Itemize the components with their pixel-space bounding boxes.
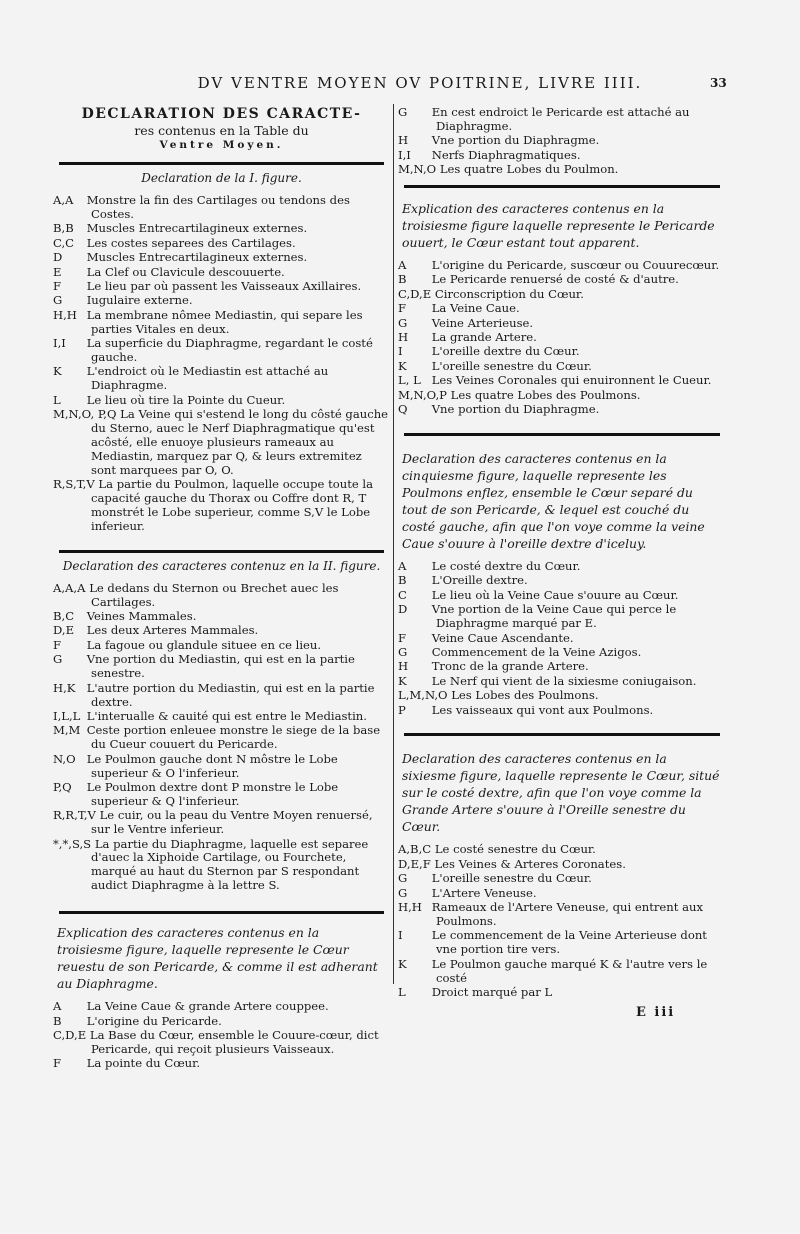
- entry-key: I,L,L: [53, 708, 81, 723]
- entry-key: H,K: [53, 680, 76, 695]
- section-heading: Declaration des caracteres contenuz en la II. figure.: [62, 558, 381, 573]
- entry-text: Le Poulmon gauche marqué K & l'autre vers le costé: [431, 956, 708, 985]
- entry-text: L'origine du Pericarde, suscœur ou Couurecœur.: [431, 258, 720, 273]
- entry-row: [398, 887, 726, 901]
- entry-list: [53, 1000, 390, 1071]
- entry-key: G: [398, 885, 408, 900]
- entry-row: [53, 1057, 390, 1071]
- entry-row: [398, 574, 726, 588]
- main-title: DECLARATION DES CARACTE-: [81, 106, 362, 122]
- entry-list: [398, 560, 726, 717]
- entry-key: A,A: [53, 193, 74, 207]
- section-rule: [404, 733, 720, 736]
- entry-row: [53, 294, 390, 308]
- entry-key: A,B,C: [398, 842, 432, 857]
- entry-list: [53, 194, 390, 534]
- entry-row: [53, 365, 390, 393]
- entry-key: I: [398, 928, 403, 943]
- entry-text: Le costé dextre du Cœur.: [431, 559, 581, 573]
- section-rule: [404, 185, 720, 188]
- entry-row: [398, 163, 726, 177]
- entry-row: [398, 689, 726, 703]
- entry-key: B: [398, 573, 407, 588]
- entry-key: E: [53, 264, 62, 279]
- entry-text: La Veine qui s'estend le long du côsté gauche du Sterno, auec le Nerf Diaphragmatique qu'est acôsté, elle enuoye plusieurs rameaux au Mediastin, marquez par Q, & leurs extremitez sont marquees par O, O.: [91, 407, 389, 477]
- entry-key: B: [398, 272, 407, 287]
- entry-text: Le Poulmon dextre dont P monstre le Lobe superieur & Q l'inferieur.: [86, 779, 339, 808]
- section-heading: Explication des caracteres contenus en la troisiesme figure laquelle represente le Pericarde ouuert, le Cœur estant tout apparent.: [402, 201, 715, 251]
- entry-row: [53, 408, 390, 478]
- entry-key: K: [398, 673, 407, 688]
- entry-row: [53, 639, 390, 653]
- main-subtitle: res contenus en la Table du: [134, 123, 309, 138]
- entry-key: B: [53, 1013, 62, 1028]
- entry-text: La pointe du Cœur.: [86, 1056, 201, 1071]
- entry-row: [398, 646, 726, 660]
- entry-text: Veine Caue Ascendante.: [431, 630, 574, 645]
- entry-key: R,R,T,V: [53, 808, 96, 823]
- entry-text: La fagoue ou glandule situee en ce lieu.: [86, 637, 322, 652]
- entry-row: [398, 603, 726, 631]
- entry-key: M,N,O,P: [398, 387, 447, 402]
- main-subtitle-2: Ventre Moyen.: [159, 139, 284, 151]
- entry-key: B,B: [53, 221, 74, 236]
- entry-text: Le lieu où tire la Pointe du Cueur.: [86, 392, 286, 407]
- entry-text: La Veine Caue & grande Artere couppee.: [86, 999, 329, 1014]
- entry-row: [53, 838, 390, 894]
- entry-text: L'oreille senestre du Cœur.: [431, 358, 592, 373]
- entry-key: M,M: [53, 723, 81, 738]
- entry-key: P: [398, 702, 406, 717]
- entry-text: Les Veines Coronales qui enuironnent le Cueur.: [431, 373, 712, 388]
- entry-row: [398, 560, 726, 574]
- entry-key: L: [53, 392, 61, 407]
- entry-row: [398, 331, 726, 345]
- entry-key: G: [398, 871, 408, 886]
- entry-row: [398, 106, 726, 134]
- entry-text: La Clef ou Clavicule descouuerte.: [86, 264, 285, 279]
- entry-row: [398, 317, 726, 331]
- entry-key: D,E: [53, 623, 75, 638]
- section-heading: Declaration des caracteres contenus en la sixiesme figure, laquelle represente le Cœur, situé sur le costé dextre, afin que l'on voye comme la Grande Artere s'ouure à l'Oreille senestre du Cœur.: [402, 751, 720, 835]
- entry-key: D: [398, 602, 408, 617]
- entry-text: Les vaisseaux qui vont aux Poulmons.: [431, 702, 654, 717]
- entry-key: L, L: [398, 373, 421, 388]
- entry-key: G: [53, 652, 63, 667]
- entry-text: Les quatre Lobes du Poulmon.: [439, 162, 619, 177]
- entry-row: [53, 337, 390, 365]
- entry-text: Muscles Entrecartilagineux externes.: [86, 221, 308, 236]
- entry-list: [398, 843, 726, 999]
- running-header: DV VENTRE MOYEN OV POITRINE, LIVRE IIII.: [197, 74, 643, 92]
- entry-key: I: [398, 344, 403, 359]
- entry-row: [398, 273, 726, 287]
- entry-row: [398, 374, 726, 388]
- section-rule: [59, 550, 384, 553]
- entry-row: [398, 589, 726, 603]
- entry-key: A,A,A: [53, 580, 86, 595]
- entry-text: Nerfs Diaphragmatiques.: [431, 147, 581, 162]
- entry-text: Vne portion du Mediastin, qui est en la partie senestre.: [86, 652, 355, 681]
- entry-key: H,H: [53, 307, 77, 322]
- entry-key: *,*,S,S: [53, 836, 92, 851]
- entry-text: L'autre portion du Mediastin, qui est en la partie dextre.: [86, 680, 375, 709]
- entry-key: A: [53, 999, 62, 1014]
- entry-key: N,O: [53, 751, 76, 766]
- entry-key: F: [53, 637, 62, 652]
- entry-row: [398, 360, 726, 374]
- section-heading: Declaration des caracteres contenus en la cinquiesme figure, laquelle represente les Poulmons enflez, ensemble le Cœur separé du tout de son Pericarde, & lequel est couché du costé gauche, afin que l'on voye comme la veine Caue s'ouure à l'oreille dextre d'iceluy.: [402, 451, 705, 551]
- entry-text: Vne portion de la Veine Caue qui perce le Diaphragme marqué par E.: [431, 602, 677, 631]
- entry-key: F: [398, 301, 407, 316]
- entry-list: [398, 106, 726, 177]
- entry-key: K: [398, 956, 407, 971]
- entry-key: M,N,O, P,Q: [53, 407, 117, 422]
- entry-text: La partie du Diaphragme, laquelle est separee d'auec la Xiphoide Cartilage, ou Fourchete, marqué au haut du Sternon par S respondant audict Diaphragme à la lettre S.: [91, 836, 369, 893]
- entry-row: [398, 872, 726, 886]
- entry-key: C,D,E: [398, 286, 432, 301]
- entry-key: C,D,E: [53, 1028, 87, 1042]
- entry-row: [53, 222, 390, 236]
- entry-row: [398, 843, 726, 857]
- column-divider: [393, 104, 394, 984]
- entry-text: Muscles Entrecartilagineux externes.: [86, 250, 308, 265]
- entry-text: Veines Mammales.: [86, 609, 197, 624]
- entry-row: [53, 682, 390, 710]
- entry-row: [53, 653, 390, 681]
- entry-key: K: [53, 364, 62, 379]
- entry-text: Veine Arterieuse.: [431, 315, 534, 330]
- entry-row: [398, 986, 726, 1000]
- entry-text: Rameaux de l'Artere Veneuse, qui entrent aux Poulmons.: [431, 900, 703, 928]
- entry-row: [53, 809, 390, 837]
- entry-text: L'origine du Pericarde.: [86, 1013, 222, 1028]
- entry-key: H: [398, 659, 409, 674]
- entry-key: I,I: [398, 147, 411, 162]
- entry-text: Circonscription du Cœur.: [434, 286, 584, 301]
- entry-text: L'Artere Veneuse.: [431, 885, 537, 900]
- entry-row: [53, 266, 390, 280]
- entry-text: Commencement de la Veine Azigos.: [431, 644, 642, 659]
- entry-key: D,E,F: [398, 856, 431, 871]
- entry-text: La partie du Poulmon, laquelle occupe toute la capacité gauche du Thorax ou Coffre dont R, T monstrét le Lobe superieur, comme S,V le Lobe inferieur.: [91, 477, 374, 533]
- entry-text: Monstre la fin des Cartilages ou tendons des Costes.: [86, 193, 350, 221]
- entry-row: [53, 724, 390, 752]
- entry-key: H: [398, 330, 409, 345]
- section-heading: Declaration de la I. figure.: [141, 171, 302, 185]
- entry-text: Tronc de la grande Artere.: [431, 659, 589, 674]
- entry-key: G: [398, 105, 408, 119]
- entry-row: [398, 958, 726, 986]
- entry-text: Le costé senestre du Cœur.: [434, 842, 596, 857]
- entry-text: Le Pericarde renuersé de costé & d'autre.: [431, 272, 679, 287]
- entry-text: Les Veines & Arteres Coronates.: [434, 856, 626, 871]
- entry-key: R,S,T,V: [53, 477, 95, 492]
- entry-key: P,Q: [53, 779, 72, 794]
- entry-list: [398, 259, 726, 417]
- entry-row: [53, 624, 390, 638]
- entry-text: Droict marqué par L: [431, 985, 553, 1000]
- entry-key: B,C: [53, 609, 75, 624]
- page-number: 33: [710, 76, 727, 90]
- left-column: [53, 106, 390, 1072]
- entry-row: [53, 280, 390, 294]
- entry-row: [53, 582, 390, 610]
- entry-text: L'endroict où le Mediastin est attaché au Diaphragme.: [86, 364, 329, 393]
- entry-text: Ceste portion enleuee monstre le siege de la base du Cueur couuert du Pericarde.: [86, 723, 381, 752]
- entry-text: Le dedans du Sternon ou Brechet auec les Cartilages.: [89, 580, 339, 609]
- entry-text: Les deux Arteres Mammales.: [86, 623, 259, 638]
- entry-row: [398, 901, 726, 929]
- entry-text: L'interualle & cauité qui est entre le Mediastin.: [86, 708, 367, 723]
- entry-key: F: [398, 630, 407, 645]
- entry-key: Q: [398, 402, 408, 417]
- entry-list: [53, 582, 390, 893]
- entry-text: Les Lobes des Poulmons.: [451, 688, 599, 703]
- entry-row: [398, 632, 726, 646]
- entry-text: Les quatre Lobes des Poulmons.: [450, 387, 641, 402]
- entry-row: [53, 1000, 390, 1014]
- entry-key: D: [53, 250, 63, 265]
- section-rule: [59, 162, 384, 165]
- entry-key: M,N,O: [398, 162, 437, 177]
- entry-key: F: [53, 278, 62, 293]
- entry-row: [398, 345, 726, 359]
- entry-text: Le commencement de la Veine Arterieuse dont vne portion tire vers.: [431, 928, 707, 957]
- entry-text: En cest endroict le Pericarde est attaché au Diaphragme.: [431, 105, 690, 133]
- entry-row: [53, 237, 390, 251]
- entry-row: [53, 753, 390, 781]
- entry-row: [53, 610, 390, 624]
- entry-row: [53, 781, 390, 809]
- entry-row: [53, 394, 390, 408]
- entry-row: [398, 929, 726, 957]
- entry-key: F: [53, 1056, 62, 1071]
- entry-key: G: [53, 293, 63, 308]
- entry-text: L'oreille dextre du Cœur.: [431, 344, 580, 359]
- entry-row: [53, 1029, 390, 1057]
- entry-row: [53, 478, 390, 534]
- entry-key: L,M,N,O: [398, 688, 448, 703]
- entry-text: Le Poulmon gauche dont N môstre le Lobe superieur & O l'inferieur.: [86, 751, 338, 780]
- entry-row: [398, 302, 726, 316]
- entry-row: [398, 704, 726, 718]
- entry-row: [53, 251, 390, 265]
- entry-row: [53, 194, 390, 222]
- section-rule: [59, 911, 384, 914]
- entry-key: A: [398, 258, 407, 273]
- entry-key: C,C: [53, 235, 75, 250]
- signature-mark: E iii: [636, 1005, 676, 1020]
- entry-text: L'oreille senestre du Cœur.: [431, 871, 592, 886]
- entry-row: [53, 309, 390, 337]
- entry-text: Vne portion du Diaphragme.: [431, 133, 600, 148]
- entry-row: [398, 134, 726, 148]
- entry-text: Iugulaire externe.: [86, 293, 193, 308]
- entry-key: G: [398, 644, 408, 659]
- entry-text: Le Nerf qui vient de la sixiesme coniugaison.: [431, 673, 697, 688]
- entry-row: [398, 403, 726, 417]
- entry-text: La superficie du Diaphragme, regardant le costé gauche.: [86, 336, 373, 364]
- entry-text: La Veine Caue.: [431, 301, 520, 316]
- entry-key: L: [398, 985, 406, 1000]
- entry-row: [398, 675, 726, 689]
- entry-key: G: [398, 315, 408, 330]
- entry-row: [398, 288, 726, 302]
- entry-text: Le cuir, ou la peau du Ventre Moyen renuersé, sur le Ventre inferieur.: [91, 808, 373, 837]
- entry-row: [53, 710, 390, 724]
- entry-row: [398, 149, 726, 163]
- entry-text: La Base du Cœur, ensemble le Couure-cœur, dict Pericarde, qui reçoit plusieurs Vaisseaux.: [89, 1028, 379, 1056]
- entry-key: A: [398, 559, 407, 573]
- entry-text: La membrane nômee Mediastin, qui separe les parties Vitales en deux.: [86, 307, 363, 336]
- entry-row: [398, 389, 726, 403]
- entry-key: K: [398, 358, 407, 373]
- entry-row: [398, 858, 726, 872]
- entry-text: L'Oreille dextre.: [431, 573, 528, 588]
- section-rule: [404, 433, 720, 436]
- entry-text: La grande Artere.: [431, 330, 537, 345]
- entry-text: Les costes separees des Cartilages.: [86, 235, 296, 250]
- section-heading: Explication des caracteres contenus en la troisiesme figure, laquelle represente le Cœur reuestu de son Pericarde, & comme il est adherant au Diaphragme.: [57, 925, 378, 992]
- entry-text: Vne portion du Diaphragme.: [431, 402, 600, 417]
- entry-text: Le lieu par où passent les Vaisseaux Axillaires.: [86, 278, 362, 293]
- entry-key: C: [398, 587, 407, 602]
- entry-key: H: [398, 133, 409, 148]
- entry-key: H,H: [398, 900, 422, 915]
- entry-key: I,I: [53, 336, 66, 351]
- right-column: [398, 106, 726, 1000]
- entry-row: [53, 1015, 390, 1029]
- entry-row: [398, 259, 726, 273]
- entry-text: Le lieu où la Veine Caue s'ouure au Cœur.: [431, 587, 679, 602]
- entry-row: [398, 660, 726, 674]
